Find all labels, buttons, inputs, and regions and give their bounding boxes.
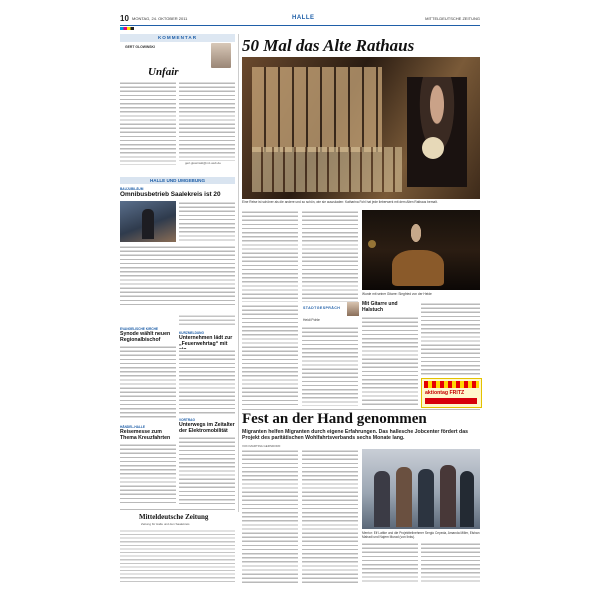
feature-photo-caption: Mentor: Elf Lattke und die Projektteilnehmer Sergio Cepeda, Amanda Miller, Elshan Mahadi und Najem Murad (von links). bbox=[362, 531, 480, 539]
brief-kicker-3: HÄNDEL-HALLE bbox=[120, 425, 145, 429]
feature-byline: VON MARTINA GERSDORF bbox=[242, 444, 281, 448]
columnist-name: Heidi Pohle bbox=[303, 318, 320, 322]
main-text-col4 bbox=[421, 302, 480, 376]
section-halle-umgebung: HALLE UND UMGEBUNG bbox=[120, 177, 235, 184]
feature-text-col2 bbox=[302, 449, 358, 584]
column-divider-left bbox=[238, 34, 239, 512]
feature-headline: Fest an der Hand genommen bbox=[242, 411, 427, 427]
kommentar-text-col1 bbox=[120, 81, 176, 165]
brief-title-5: Unterwegs im Zeitalter der Elektromobilität bbox=[179, 422, 235, 434]
kommentar-label: KOMMENTAR bbox=[120, 34, 235, 42]
brief-text-1b bbox=[179, 201, 235, 241]
brief-text-3 bbox=[120, 443, 176, 503]
main-photo-caption: Eine Reise ist schöner als die andere und so schön, wie sie auszuladen: Katharina Fohl hat jede lieberwerk mit dem Alten Rathaus bemalt. bbox=[242, 200, 438, 204]
masthead-sub: Zeitung für Halle und den Saalekreis bbox=[141, 522, 190, 526]
main-photo-rathaus-paintings bbox=[242, 57, 480, 199]
kommentar-email: gert.glowinski@mz-web.de bbox=[185, 161, 221, 165]
brief-title-3: Reisemesse zum Thema Kreuzfahrten bbox=[120, 429, 171, 441]
stadtgesprach-label: STADTGESPRÄCH bbox=[303, 306, 341, 310]
kommentar-title: Unfair bbox=[148, 66, 179, 78]
story-subhead: Mit Gitarre und Halstuch bbox=[362, 301, 398, 313]
feature-photo-group bbox=[362, 449, 480, 529]
ad-box[interactable] bbox=[421, 378, 482, 408]
header-rule bbox=[120, 25, 480, 26]
kommentar-byline: GERT GLOWINSKI bbox=[125, 45, 155, 49]
ad-brand: aktiontag FRITZ bbox=[425, 390, 465, 396]
main-headline: 50 Mal das Alte Rathaus bbox=[242, 36, 415, 55]
feature-text-col1 bbox=[242, 449, 298, 584]
feature-deck: Migranten helfen Migranten durch eigene Erfahrungen. Das hallesche Jobcenter fördert das Projekt des paritätischen Wohlfahrtsverbands sechs Monate lang. bbox=[242, 429, 468, 442]
feature-text-col3 bbox=[362, 542, 418, 584]
main-text-col2 bbox=[302, 210, 358, 302]
brief-kicker-4: KURZMELDUNG bbox=[179, 331, 204, 335]
columnist-portrait bbox=[347, 302, 359, 316]
brief-kicker-2: EVANGELISCHE KIRCHE bbox=[120, 327, 159, 331]
brief-title-1: Omnibusbetrieb Saalekreis ist 20 bbox=[120, 191, 221, 198]
brief-text-4 bbox=[179, 349, 235, 415]
page-number: 10 bbox=[120, 14, 129, 23]
brief-text-1 bbox=[120, 245, 235, 307]
guitarist-photo-caption: Wurde mit seiner Gitarre: Siegfried von der Heide bbox=[362, 292, 432, 296]
feature-text-col4 bbox=[421, 542, 480, 584]
brief-kicker-1: BAUJUBILÄUM bbox=[120, 187, 144, 191]
brief-kicker-5: VORTRAG bbox=[179, 418, 195, 422]
brief-info-box bbox=[179, 314, 235, 328]
section-title: HALLE bbox=[292, 15, 315, 21]
main-text-col3 bbox=[362, 316, 418, 406]
page-header bbox=[120, 14, 480, 24]
color-bar bbox=[120, 27, 134, 30]
main-text-col1b bbox=[242, 304, 298, 406]
main-text-col2b bbox=[302, 326, 358, 406]
masthead-rule bbox=[120, 509, 235, 510]
author-portrait bbox=[211, 43, 231, 68]
masthead-imprint bbox=[120, 529, 235, 584]
brief-photo-bus-staff bbox=[120, 201, 176, 242]
paper-name: MITTELDEUTSCHE ZEITUNG bbox=[425, 16, 480, 21]
brief-title-2: Synode wählt neuen Regionalbischof bbox=[120, 331, 171, 343]
page-date: MONTAG, 24. OKTOBER 2011 bbox=[132, 16, 188, 21]
masthead-name: Mitteldeutsche Zeitung bbox=[139, 513, 209, 521]
brief-title-4: Unternehmen lädt zur „Feuerwehrtag“ mit bbox=[179, 335, 233, 347]
kommentar-text-col2 bbox=[179, 81, 235, 161]
feature-rule bbox=[242, 409, 480, 410]
guitarist-photo bbox=[362, 210, 480, 290]
main-text-col1 bbox=[242, 210, 298, 302]
brief-text-5 bbox=[179, 436, 235, 504]
brief-text-2 bbox=[120, 345, 176, 419]
